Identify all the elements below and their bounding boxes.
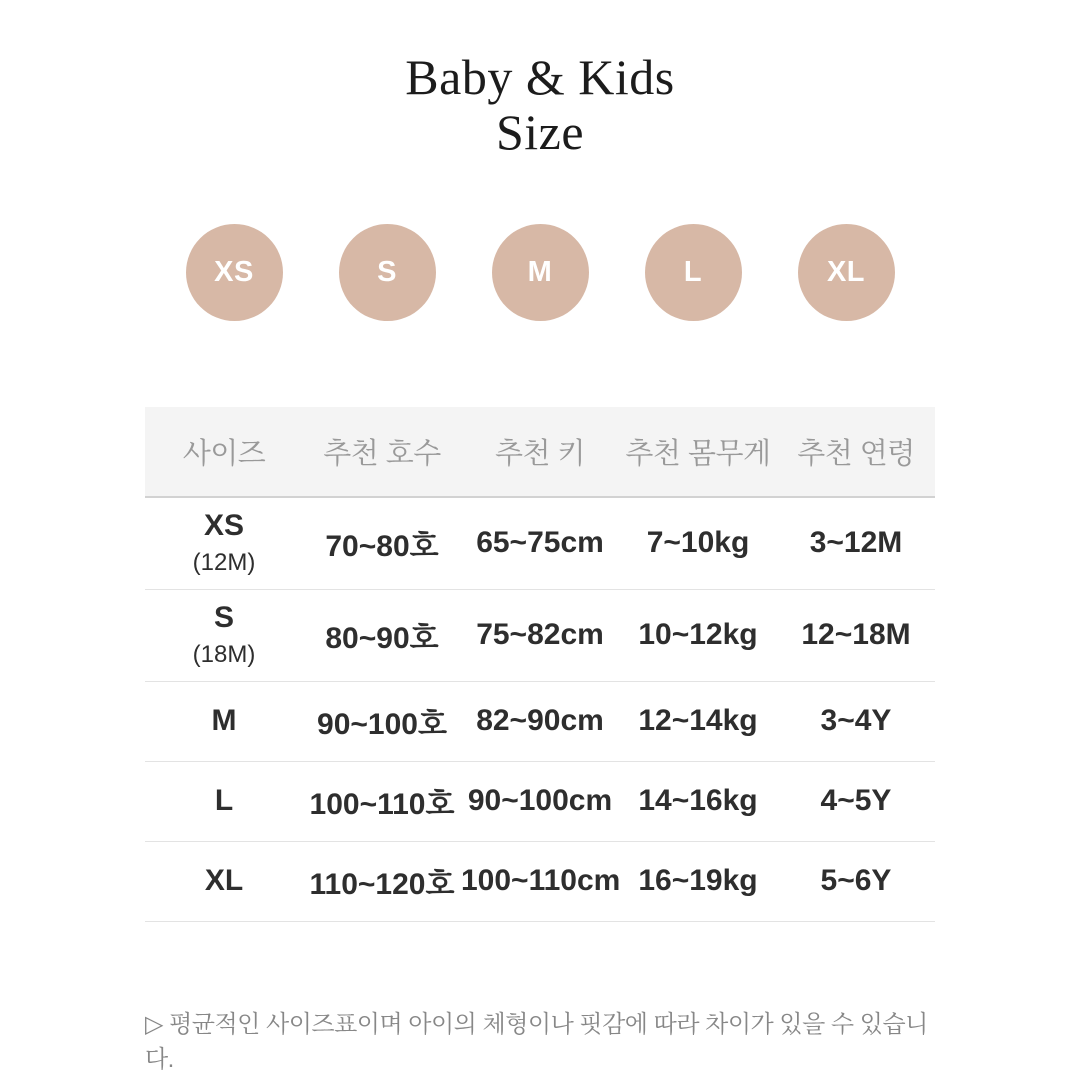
- size-badge-xs-label: XS: [214, 256, 254, 288]
- table-row-l: [145, 761, 935, 841]
- size-badge-xl: [798, 224, 895, 321]
- size-note: (18M): [192, 641, 256, 668]
- size-table: [145, 407, 935, 922]
- size-badge-m: [492, 224, 589, 321]
- table-row-s: [145, 589, 935, 681]
- cell-height: 82~90cm: [476, 704, 604, 737]
- size-badge-s: [339, 224, 436, 321]
- cell-age: 5~6Y: [820, 864, 892, 897]
- cell-height: 75~82cm: [476, 618, 604, 651]
- page-title-line2: Size: [495, 104, 585, 160]
- cell-ho: 90~100호: [317, 708, 447, 741]
- cell-size: [145, 761, 303, 841]
- size-badge-m-label: M: [527, 256, 553, 288]
- cell-weight: 12~14kg: [638, 704, 758, 737]
- page-title-line1: Baby & Kids: [405, 49, 675, 105]
- size-badge-l-label: L: [683, 256, 703, 288]
- size-label: XL: [204, 864, 244, 897]
- size-label: XS: [203, 509, 245, 543]
- size-badge-l: [645, 224, 742, 321]
- size-badge-xs: [186, 224, 283, 321]
- col-header-age: 추천 연령: [777, 407, 935, 497]
- cell-age: 12~18M: [801, 618, 911, 651]
- size-badges-row: [0, 224, 1080, 321]
- cell-age: 4~5Y: [820, 784, 892, 817]
- col-header-weight: 추천 몸무게: [619, 407, 777, 497]
- cell-size: [145, 841, 303, 921]
- size-badge-s-label: S: [377, 256, 397, 288]
- size-table-head: [145, 407, 935, 497]
- table-header-row: [145, 407, 935, 497]
- cell-ho: 70~80호: [325, 530, 439, 564]
- table-row-xl: [145, 841, 935, 921]
- cell-height: 90~100cm: [467, 784, 613, 817]
- cell-height: 100~110cm: [461, 864, 621, 897]
- table-row-m: [145, 681, 935, 761]
- page-title: [0, 0, 1080, 160]
- cell-age: 3~12M: [809, 526, 903, 560]
- footnote: ▷ 평균적인 사이즈표이며 아이의 체형이나 핏감에 따라 차이가 있을 수 있습니다.: [145, 1010, 928, 1073]
- cell-size: [145, 681, 303, 761]
- size-table-body: [145, 497, 935, 921]
- size-label: M: [211, 704, 237, 737]
- size-label: L: [214, 784, 234, 817]
- size-badge-xl-label: XL: [826, 256, 866, 288]
- cell-weight: 7~10kg: [646, 526, 750, 560]
- col-header-ho: 추천 호수: [303, 407, 461, 497]
- table-row-xs: [145, 497, 935, 589]
- cell-height: 65~75cm: [476, 526, 604, 560]
- size-label: S: [213, 601, 234, 634]
- col-header-height: 추천 키: [461, 407, 619, 497]
- size-note: (12M): [192, 549, 256, 577]
- cell-ho: 80~90호: [325, 622, 439, 655]
- col-header-size: 사이즈: [145, 407, 303, 497]
- cell-age: 3~4Y: [820, 704, 892, 737]
- cell-weight: 16~19kg: [638, 864, 758, 897]
- cell-ho: 100~110호: [309, 788, 455, 821]
- cell-ho: 110~120호: [309, 868, 455, 901]
- cell-size: [145, 589, 303, 681]
- cell-weight: 14~16kg: [638, 784, 758, 817]
- cell-size: [145, 497, 303, 589]
- cell-weight: 10~12kg: [638, 618, 758, 651]
